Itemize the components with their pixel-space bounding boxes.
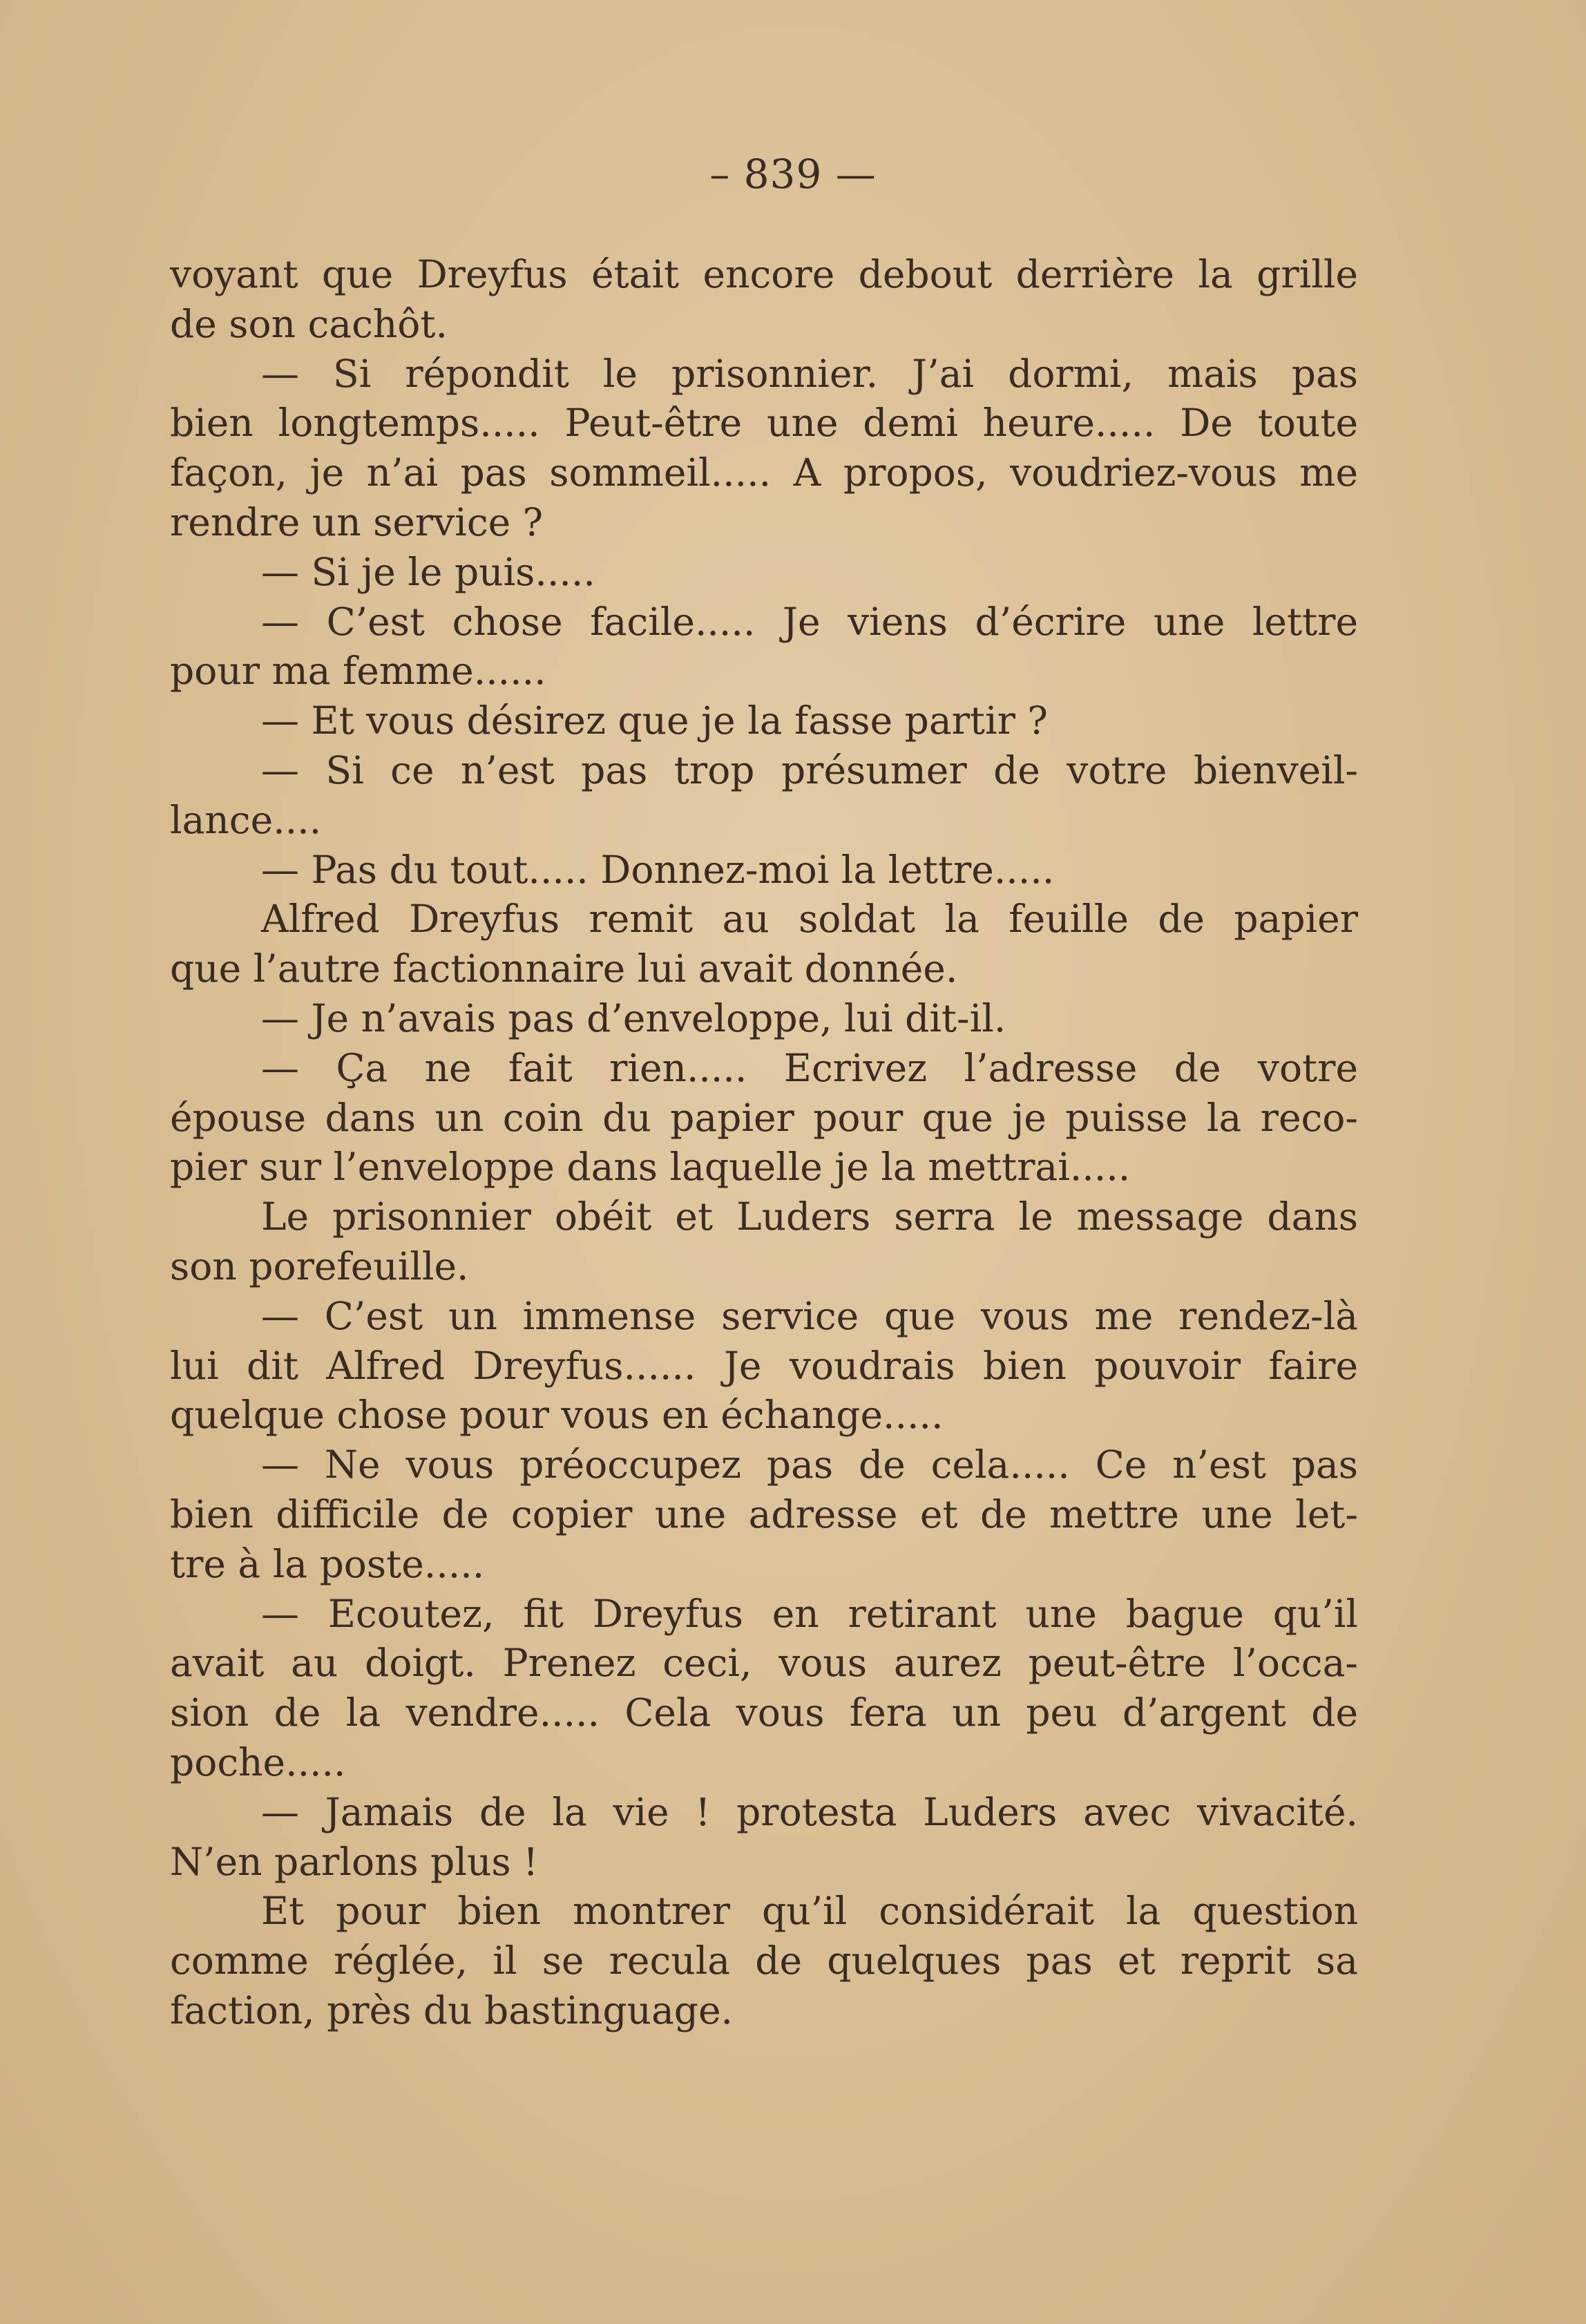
text-line: de son cachôt.: [170, 301, 448, 346]
text-line: — Si répondit le prisonnier. J’ai dormi, mais pas: [261, 351, 1358, 396]
text-line: — Ça ne fait rien..... Ecrivez l’adresse de votre: [261, 1045, 1358, 1090]
text-line: tre à la poste.....: [170, 1541, 485, 1586]
text-line: faction, près du bastinguage.: [170, 1988, 734, 2032]
text-line: — C’est un immense service que vous me rendez-là: [261, 1293, 1358, 1338]
text-line: lui dit Alfred Dreyfus...... Je voudrais bien pouvoir faire: [170, 1343, 1358, 1388]
text-line: — Pas du tout..... Donnez-moi la lettre.....: [261, 847, 1055, 892]
text-line: bien longtemps..... Peut-être une demi heure..... De toute: [170, 401, 1358, 446]
text-line: façon, je n’ai pas sommeil..... A propos, voudriez-vous me: [170, 450, 1358, 495]
text-line: N’en parlons plus !: [170, 1839, 539, 1884]
text-line: Alfred Dreyfus remit au soldat la feuille de papier: [261, 897, 1358, 942]
text-line: — Ne vous préoccupez pas de cela..... Ce n’est pas: [261, 1442, 1358, 1487]
text-line: poche.....: [170, 1740, 346, 1784]
text-line: sion de la vendre..... Cela vous fera un peu d’argent de: [170, 1690, 1358, 1735]
text-line: — Je n’avais pas d’enveloppe, lui dit-il.: [261, 996, 1006, 1040]
text-line: Et pour bien montrer qu’il considérait la question: [261, 1889, 1358, 1934]
text-line: — Si je le puis.....: [261, 549, 595, 594]
text-line: comme réglée, il se recula de quelques pas et reprit sa: [170, 1939, 1358, 1983]
text-line: rendre un service ?: [170, 499, 544, 544]
text-line: son porefeuille.: [170, 1244, 469, 1288]
text-line: — Si ce n’est pas trop présumer de votre bienveil-: [261, 747, 1358, 792]
text-line: pier sur l’enveloppe dans laquelle je la mettrai.....: [170, 1145, 1131, 1190]
text-line: avait au doigt. Prenez ceci, vous aurez peut-être l’occa-: [170, 1641, 1358, 1686]
text-line: — Jamais de la vie ! protesta Luders avec vivacité.: [261, 1789, 1358, 1834]
text-line: que l’autre factionnaire lui avait donnée.: [170, 946, 958, 991]
text-line: — Et vous désirez que je la fasse partir ?: [261, 698, 1048, 743]
text-line: — C’est chose facile..... Je viens d’écrire une lettre: [261, 599, 1358, 644]
text-line: lance....: [170, 797, 322, 842]
text-line: voyant que Dreyfus était encore debout derrière la grille: [170, 252, 1358, 296]
page-number: – 839 —: [709, 151, 877, 198]
text-line: Le prisonnier obéit et Luders serra le message dans: [261, 1194, 1358, 1239]
body-text: [170, 250, 1358, 2036]
text-line: épouse dans un coin du papier pour que je puisse la reco-: [170, 1095, 1358, 1140]
text-line: — Ecoutez, fit Dreyfus en retirant une bague qu’il: [261, 1591, 1358, 1636]
text-line: quelque chose pour vous en échange.....: [170, 1393, 944, 1438]
text-line: pour ma femme......: [170, 649, 546, 694]
text-line: bien difficile de copier une adresse et de mettre une let-: [170, 1492, 1358, 1536]
